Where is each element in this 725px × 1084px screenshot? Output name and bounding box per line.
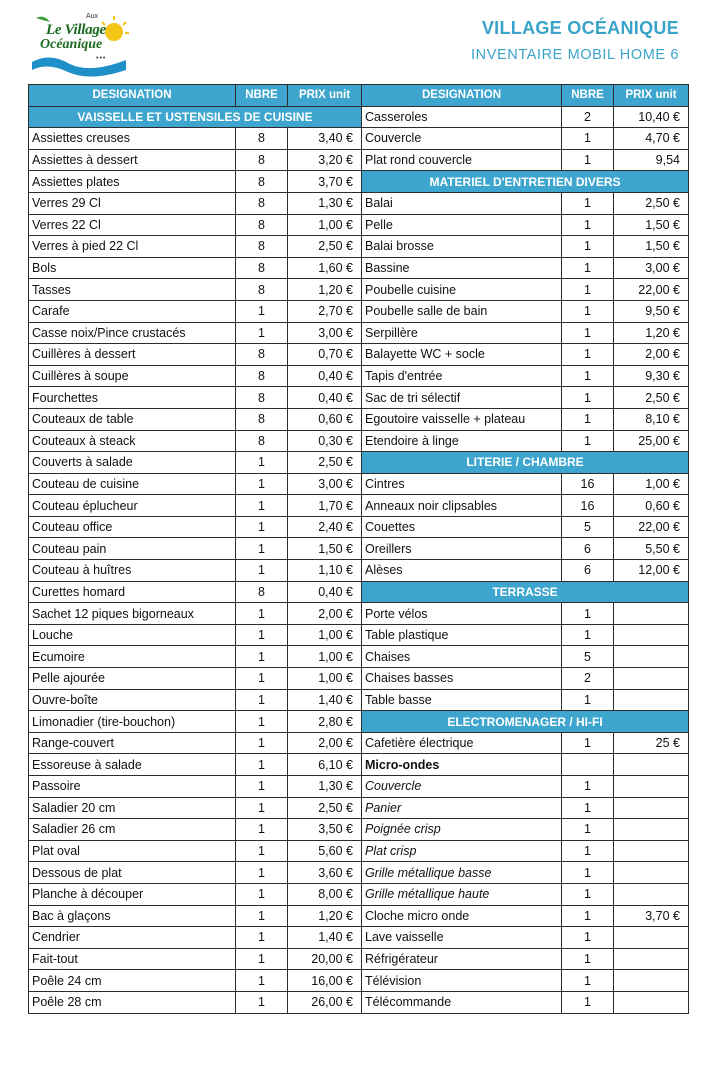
item-quantity: 1 <box>236 732 288 754</box>
item-price <box>614 948 689 970</box>
table-row <box>29 862 689 884</box>
table-row <box>29 538 689 560</box>
item-quantity: 1 <box>562 883 614 905</box>
item-quantity: 1 <box>236 495 288 517</box>
table-row <box>29 365 689 387</box>
item-designation: Table basse <box>362 689 562 711</box>
item-quantity: 1 <box>562 257 614 279</box>
item-price: 10,40 € <box>614 106 689 128</box>
item-price <box>614 927 689 949</box>
item-price <box>614 819 689 841</box>
item-quantity: 1 <box>562 948 614 970</box>
item-price: 0,40 € <box>288 581 362 603</box>
item-quantity: 8 <box>236 236 288 258</box>
item-quantity: 1 <box>236 905 288 927</box>
item-price: 2,80 € <box>288 711 362 733</box>
item-price: 5,50 € <box>614 538 689 560</box>
item-price: 3,20 € <box>288 149 362 171</box>
item-designation: Couvercle <box>362 776 562 798</box>
item-designation: Dessous de plat <box>29 862 236 884</box>
item-price <box>614 797 689 819</box>
item-quantity: 1 <box>562 430 614 452</box>
item-designation: Serpillère <box>362 322 562 344</box>
item-quantity: 1 <box>236 689 288 711</box>
table-row <box>29 948 689 970</box>
item-designation: Couteau pain <box>29 538 236 560</box>
item-price: 26,00 € <box>288 991 362 1013</box>
table-row <box>29 430 689 452</box>
item-price: 1,70 € <box>288 495 362 517</box>
item-price: 25 € <box>614 732 689 754</box>
item-price: 2,50 € <box>614 387 689 409</box>
item-quantity: 6 <box>562 538 614 560</box>
item-designation: Casseroles <box>362 106 562 128</box>
item-designation: Tapis d'entrée <box>362 365 562 387</box>
item-price: 3,40 € <box>288 128 362 150</box>
item-quantity: 1 <box>562 862 614 884</box>
item-designation: Poêle 28 cm <box>29 991 236 1013</box>
table-row <box>29 560 689 582</box>
item-quantity: 1 <box>236 646 288 668</box>
table-row <box>29 495 689 517</box>
table-row <box>29 300 689 322</box>
item-price: 1,40 € <box>288 927 362 949</box>
item-designation: Casse noix/Pince crustacés <box>29 322 236 344</box>
item-designation: Poubelle salle de bain <box>362 300 562 322</box>
table-row <box>29 711 689 733</box>
item-price: 4,70 € <box>614 128 689 150</box>
table-row <box>29 344 689 366</box>
item-price: 1,10 € <box>288 560 362 582</box>
item-price <box>614 646 689 668</box>
item-designation: Sac de tri sélectif <box>362 387 562 409</box>
item-price: 2,50 € <box>288 797 362 819</box>
item-price: 20,00 € <box>288 948 362 970</box>
item-designation: Couteau éplucheur <box>29 495 236 517</box>
item-quantity: 1 <box>236 927 288 949</box>
item-price: 2,70 € <box>288 300 362 322</box>
item-price: 5,60 € <box>288 840 362 862</box>
item-quantity: 8 <box>236 279 288 301</box>
item-quantity: 1 <box>562 128 614 150</box>
item-quantity: 8 <box>236 344 288 366</box>
table-row <box>29 646 689 668</box>
item-designation: Pelle <box>362 214 562 236</box>
section-header-right: MATERIEL D'ENTRETIEN DIVERS <box>362 171 689 193</box>
item-price: 9,54 <box>614 149 689 171</box>
item-quantity: 1 <box>562 776 614 798</box>
page-subtitle: INVENTAIRE MOBIL HOME 6 <box>471 47 679 63</box>
table-row <box>29 603 689 625</box>
table-row <box>29 408 689 430</box>
logo-line-2: Océanique <box>40 37 103 52</box>
section-header-right: ELECTROMENAGER / HI-FI <box>362 711 689 733</box>
item-price: 2,00 € <box>614 344 689 366</box>
table-row <box>29 970 689 992</box>
item-designation: Verres à pied 22 Cl <box>29 236 236 258</box>
item-price: 2,40 € <box>288 516 362 538</box>
item-quantity: 1 <box>236 754 288 776</box>
item-price <box>614 840 689 862</box>
item-quantity: 1 <box>562 991 614 1013</box>
item-price <box>614 689 689 711</box>
item-quantity: 8 <box>236 365 288 387</box>
header-prix-right: PRIX unit <box>614 85 689 107</box>
item-price: 2,00 € <box>288 603 362 625</box>
item-price: 1,00 € <box>288 646 362 668</box>
item-designation: Couteau de cuisine <box>29 473 236 495</box>
table-row <box>29 668 689 690</box>
item-quantity: 1 <box>236 840 288 862</box>
item-quantity: 1 <box>236 624 288 646</box>
item-quantity: 1 <box>562 322 614 344</box>
item-designation: Couteaux à steack <box>29 430 236 452</box>
item-designation: Bassine <box>362 257 562 279</box>
table-row <box>29 387 689 409</box>
logo-small-text: Aux <box>86 13 99 20</box>
logo-line-1: Le Village <box>46 22 106 38</box>
item-quantity: 1 <box>236 538 288 560</box>
item-designation: Porte vélos <box>362 603 562 625</box>
item-designation: Fait-tout <box>29 948 236 970</box>
item-designation: Cuillères à soupe <box>29 365 236 387</box>
item-designation: Carafe <box>29 300 236 322</box>
item-designation: Sachet 12 piques bigorneaux <box>29 603 236 625</box>
item-price: 8,00 € <box>288 883 362 905</box>
item-designation: Télécommande <box>362 991 562 1013</box>
item-price: 1,60 € <box>288 257 362 279</box>
item-price: 3,00 € <box>288 473 362 495</box>
item-designation: Limonadier (tire-bouchon) <box>29 711 236 733</box>
item-quantity: 16 <box>562 473 614 495</box>
item-designation: Poubelle cuisine <box>362 279 562 301</box>
item-quantity: 1 <box>562 797 614 819</box>
item-quantity: 1 <box>236 776 288 798</box>
item-designation: Assiettes à dessert <box>29 149 236 171</box>
item-designation: Couteau à huîtres <box>29 560 236 582</box>
header-designation-right: DESIGNATION <box>362 85 562 107</box>
item-price: 3,00 € <box>614 257 689 279</box>
table-row <box>29 128 689 150</box>
item-price: 2,00 € <box>288 732 362 754</box>
table-row <box>29 581 689 603</box>
item-quantity: 8 <box>236 171 288 193</box>
table-row <box>29 689 689 711</box>
item-designation: Passoire <box>29 776 236 798</box>
table-header-row <box>29 85 689 107</box>
item-quantity: 1 <box>236 668 288 690</box>
item-designation: Poignée crisp <box>362 819 562 841</box>
table-row <box>29 192 689 214</box>
item-price: 0,40 € <box>288 365 362 387</box>
item-designation: Chaises basses <box>362 668 562 690</box>
item-price <box>614 883 689 905</box>
item-designation: Planche à découper <box>29 883 236 905</box>
item-price: 2,50 € <box>288 452 362 474</box>
item-designation: Ecumoire <box>29 646 236 668</box>
item-quantity: 8 <box>236 387 288 409</box>
inventory-table <box>28 84 689 1014</box>
item-price <box>614 754 689 776</box>
item-designation: Couettes <box>362 516 562 538</box>
item-price: 2,50 € <box>614 192 689 214</box>
table-row <box>29 754 689 776</box>
item-price: 9,30 € <box>614 365 689 387</box>
item-price: 1,50 € <box>614 214 689 236</box>
table-row <box>29 797 689 819</box>
item-quantity: 1 <box>236 948 288 970</box>
item-price: 1,30 € <box>288 776 362 798</box>
item-designation: Bols <box>29 257 236 279</box>
item-price: 1,00 € <box>288 214 362 236</box>
table-row <box>29 473 689 495</box>
item-designation: Verres 22 Cl <box>29 214 236 236</box>
item-price: 1,30 € <box>288 192 362 214</box>
item-price: 3,50 € <box>288 819 362 841</box>
table-row <box>29 927 689 949</box>
table-row <box>29 236 689 258</box>
item-quantity: 1 <box>236 516 288 538</box>
item-designation: Assiettes creuses <box>29 128 236 150</box>
item-designation: Ouvre-boîte <box>29 689 236 711</box>
table-row <box>29 732 689 754</box>
item-quantity: 1 <box>236 797 288 819</box>
item-designation: Range-couvert <box>29 732 236 754</box>
header-designation-left: DESIGNATION <box>29 85 236 107</box>
item-quantity: 1 <box>562 300 614 322</box>
item-price: 25,00 € <box>614 430 689 452</box>
item-quantity: 1 <box>236 970 288 992</box>
section-header-right: TERRASSE <box>362 581 689 603</box>
item-designation: Télévision <box>362 970 562 992</box>
item-quantity: 1 <box>562 236 614 258</box>
item-price: 3,70 € <box>614 905 689 927</box>
item-quantity: 1 <box>562 819 614 841</box>
item-designation: Plat crisp <box>362 840 562 862</box>
item-price: 1,50 € <box>288 538 362 560</box>
logo-dots: ••• <box>96 55 107 62</box>
table-row <box>29 819 689 841</box>
item-quantity: 8 <box>236 192 288 214</box>
item-quantity: 1 <box>236 300 288 322</box>
item-designation: Cendrier <box>29 927 236 949</box>
item-quantity: 1 <box>562 214 614 236</box>
item-designation: Grille métallique basse <box>362 862 562 884</box>
item-quantity: 1 <box>236 452 288 474</box>
table-row <box>29 624 689 646</box>
item-price <box>614 776 689 798</box>
table-row <box>29 106 689 128</box>
item-price <box>614 991 689 1013</box>
table-row <box>29 991 689 1013</box>
item-price: 1,40 € <box>288 689 362 711</box>
table-row <box>29 883 689 905</box>
item-designation: Couverts à salade <box>29 452 236 474</box>
item-designation: Plat rond couvercle <box>362 149 562 171</box>
item-price: 3,70 € <box>288 171 362 193</box>
item-quantity: 1 <box>236 862 288 884</box>
item-designation: Saladier 26 cm <box>29 819 236 841</box>
item-price: 0,30 € <box>288 430 362 452</box>
item-quantity <box>562 754 614 776</box>
item-designation: Louche <box>29 624 236 646</box>
item-designation: Chaises <box>362 646 562 668</box>
table-row <box>29 516 689 538</box>
item-designation: Anneaux noir clipsables <box>362 495 562 517</box>
item-designation: Grille métallique haute <box>362 883 562 905</box>
item-quantity: 1 <box>236 560 288 582</box>
header-prix-left: PRIX unit <box>288 85 362 107</box>
item-quantity: 8 <box>236 257 288 279</box>
item-price: 9,50 € <box>614 300 689 322</box>
section-header-left: VAISSELLE ET USTENSILES DE CUISINE <box>29 106 362 128</box>
item-quantity: 1 <box>562 387 614 409</box>
item-quantity: 1 <box>236 603 288 625</box>
table-row <box>29 171 689 193</box>
item-designation: Cintres <box>362 473 562 495</box>
item-price: 6,10 € <box>288 754 362 776</box>
item-designation: Poêle 24 cm <box>29 970 236 992</box>
item-designation: Fourchettes <box>29 387 236 409</box>
item-quantity: 6 <box>562 560 614 582</box>
item-price: 3,00 € <box>288 322 362 344</box>
section-header-right: LITERIE / CHAMBRE <box>362 452 689 474</box>
item-quantity: 1 <box>562 344 614 366</box>
item-quantity: 1 <box>562 624 614 646</box>
item-quantity: 1 <box>562 365 614 387</box>
table-row <box>29 452 689 474</box>
item-price <box>614 862 689 884</box>
item-price: 8,10 € <box>614 408 689 430</box>
item-designation: Cloche micro onde <box>362 905 562 927</box>
item-quantity: 1 <box>562 732 614 754</box>
item-designation: Couteaux de table <box>29 408 236 430</box>
item-price: 1,00 € <box>614 473 689 495</box>
item-designation: Oreillers <box>362 538 562 560</box>
item-quantity: 1 <box>562 192 614 214</box>
item-price: 1,20 € <box>288 905 362 927</box>
table-row <box>29 776 689 798</box>
item-price: 0,70 € <box>288 344 362 366</box>
item-price: 12,00 € <box>614 560 689 582</box>
item-quantity: 1 <box>562 840 614 862</box>
item-price: 1,00 € <box>288 668 362 690</box>
item-quantity: 8 <box>236 408 288 430</box>
item-quantity: 1 <box>562 905 614 927</box>
item-quantity: 1 <box>236 991 288 1013</box>
item-price: 2,50 € <box>288 236 362 258</box>
item-price <box>614 970 689 992</box>
item-price: 3,60 € <box>288 862 362 884</box>
item-quantity: 1 <box>236 473 288 495</box>
item-quantity: 5 <box>562 516 614 538</box>
item-designation: Panier <box>362 797 562 819</box>
item-quantity: 1 <box>562 927 614 949</box>
item-price: 0,60 € <box>614 495 689 517</box>
item-designation: Balayette WC + socle <box>362 344 562 366</box>
item-designation: Couvercle <box>362 128 562 150</box>
item-designation: Couteau office <box>29 516 236 538</box>
item-designation: Etendoire à linge <box>362 430 562 452</box>
item-quantity: 8 <box>236 149 288 171</box>
table-row <box>29 279 689 301</box>
item-designation: Tasses <box>29 279 236 301</box>
item-designation: Saladier 20 cm <box>29 797 236 819</box>
item-quantity: 1 <box>236 883 288 905</box>
item-designation: Cuillères à dessert <box>29 344 236 366</box>
item-designation: Alèses <box>362 560 562 582</box>
item-quantity: 1 <box>562 689 614 711</box>
item-price <box>614 603 689 625</box>
item-price: 0,60 € <box>288 408 362 430</box>
item-quantity: 8 <box>236 128 288 150</box>
item-price: 16,00 € <box>288 970 362 992</box>
table-row <box>29 257 689 279</box>
item-quantity: 1 <box>562 970 614 992</box>
header-nbre-left: NBRE <box>236 85 288 107</box>
item-price: 22,00 € <box>614 516 689 538</box>
item-designation: Lave vaisselle <box>362 927 562 949</box>
item-quantity: 2 <box>562 668 614 690</box>
item-designation: Verres 29 Cl <box>29 192 236 214</box>
table-row <box>29 214 689 236</box>
item-designation: Micro-ondes <box>362 754 562 776</box>
item-quantity: 2 <box>562 106 614 128</box>
header-nbre-right: NBRE <box>562 85 614 107</box>
item-price <box>614 624 689 646</box>
item-quantity: 1 <box>236 819 288 841</box>
item-quantity: 8 <box>236 430 288 452</box>
item-quantity: 1 <box>562 408 614 430</box>
item-designation: Curettes homard <box>29 581 236 603</box>
item-quantity: 8 <box>236 581 288 603</box>
table-row <box>29 840 689 862</box>
item-quantity: 1 <box>236 322 288 344</box>
item-quantity: 8 <box>236 214 288 236</box>
item-designation: Essoreuse à salade <box>29 754 236 776</box>
item-designation: Plat oval <box>29 840 236 862</box>
table-row <box>29 905 689 927</box>
item-price: 22,00 € <box>614 279 689 301</box>
item-quantity: 1 <box>562 149 614 171</box>
item-price: 1,20 € <box>614 322 689 344</box>
table-row <box>29 149 689 171</box>
item-quantity: 1 <box>236 711 288 733</box>
item-designation: Bac à glaçons <box>29 905 236 927</box>
item-price <box>614 668 689 690</box>
item-designation: Assiettes plates <box>29 171 236 193</box>
item-designation: Cafetière électrique <box>362 732 562 754</box>
item-designation: Egoutoire vaisselle + plateau <box>362 408 562 430</box>
item-quantity: 1 <box>562 603 614 625</box>
table-row <box>29 322 689 344</box>
item-price: 1,20 € <box>288 279 362 301</box>
item-quantity: 1 <box>562 279 614 301</box>
item-price: 1,00 € <box>288 624 362 646</box>
page-title: VILLAGE OCÉANIQUE <box>481 18 679 38</box>
item-price: 1,50 € <box>614 236 689 258</box>
item-designation: Réfrigérateur <box>362 948 562 970</box>
item-designation: Table plastique <box>362 624 562 646</box>
item-quantity: 5 <box>562 646 614 668</box>
item-quantity: 16 <box>562 495 614 517</box>
item-designation: Pelle ajourée <box>29 668 236 690</box>
item-designation: Balai <box>362 192 562 214</box>
item-price: 0,40 € <box>288 387 362 409</box>
item-designation: Balai brosse <box>362 236 562 258</box>
